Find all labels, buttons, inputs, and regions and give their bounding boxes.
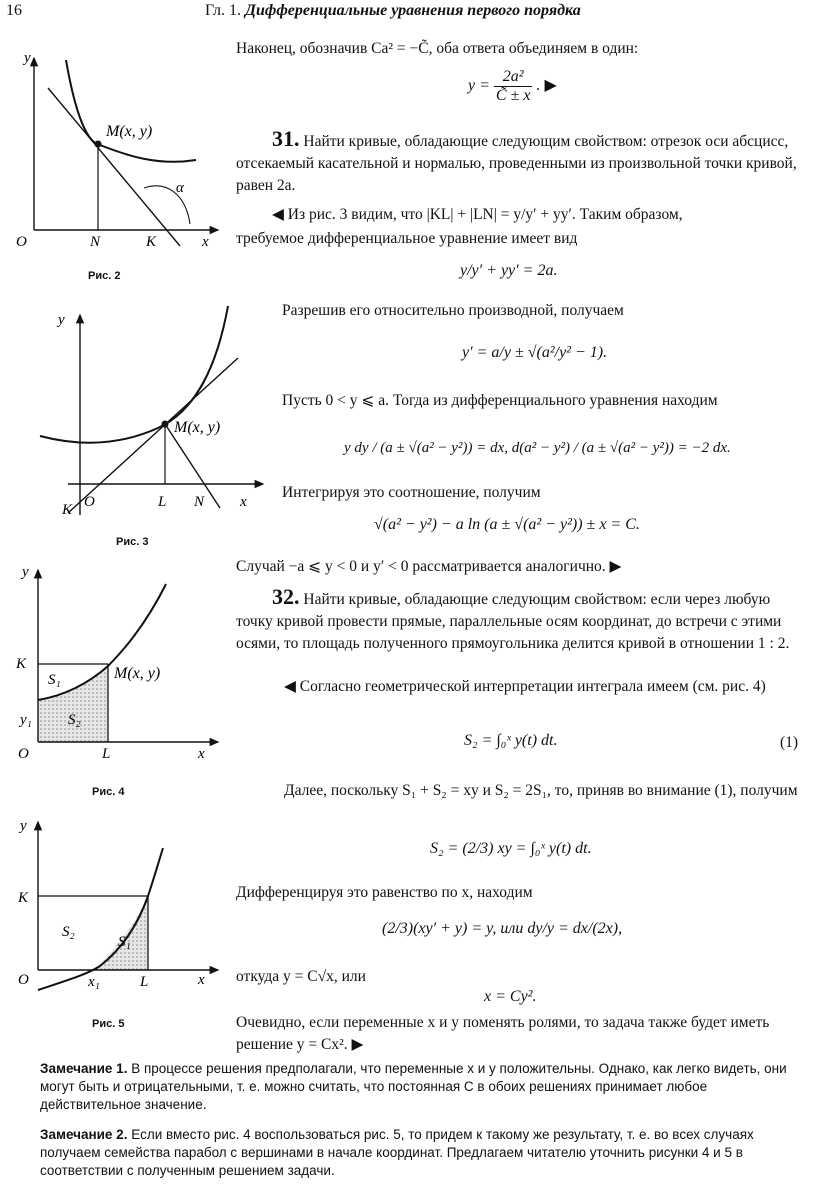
label-l: L: [158, 494, 167, 510]
intro-equation: [468, 68, 557, 105]
problem-31-number: 31.: [272, 126, 300, 151]
problem-32-statement: Найти кривые, обладающие следующим свойством: если через любую точку кривой провести прямые, параллельные осям координат, до встречи с этими осями, то площадь полученного прямоугольника делится кривой в отношении 1 : 2.: [236, 591, 790, 652]
figure-2-caption: Рис. 2: [88, 270, 121, 282]
problem-32: [236, 586, 808, 655]
tangent-line: [48, 88, 180, 246]
label-s1: S₁: [48, 672, 61, 688]
remark-2-label: Замечание 2.: [40, 1127, 128, 1142]
p31-eq3: y dy / (a ± √(a² − y²)) = dx, d(a² − y²) / (a ± √(a² − y²)) = −2 dx.: [344, 440, 731, 456]
label-l: L: [102, 746, 111, 762]
figure-4: [8, 560, 228, 800]
label-s2: S₂: [68, 712, 81, 728]
p31-text3: Пусть 0 < y ⩽ a. Тогда из дифференциального уравнения находим: [282, 392, 718, 409]
label-o: O: [18, 972, 29, 988]
label-o: O: [84, 494, 95, 510]
remark-1-text: В процессе решения предполагали, что переменные x и y положительны. Однако, как легко видеть, они могут быть и отрицательными, т. е. можно считать, что постоянная C в обоих решениях принимает любое действительное значение.: [40, 1061, 787, 1112]
p31-text5: Случай −a ⩽ y < 0 и y′ < 0 рассматривается аналогично. ▶: [236, 558, 622, 575]
remark-1: [40, 1060, 806, 1114]
figure-5: [8, 812, 228, 1042]
label-y: y: [58, 312, 65, 328]
p31-text2: Разрешив его относительно производной, получаем: [282, 302, 624, 319]
p32-text4: откуда y = C√x, или: [236, 968, 366, 985]
curve: [66, 60, 196, 162]
label-k: K: [62, 502, 73, 518]
page-number: 16: [6, 2, 22, 19]
p32-text3: Дифференцируя это равенство по x, находим: [236, 884, 533, 901]
p31-solution-2: требуемое дифференциальное уравнение имеет вид: [236, 230, 578, 247]
figure-3-caption: Рис. 3: [116, 536, 149, 548]
p31-eq1: y/y′ + yy′ = 2a.: [460, 262, 558, 279]
label-m: M(x, y): [106, 123, 153, 140]
chapter-label: Гл. 1.: [205, 2, 242, 19]
label-k: K: [16, 656, 27, 672]
label-k: K: [18, 890, 29, 906]
intro-eq-num: 2a²: [494, 68, 533, 87]
intro-eq-lhs: y =: [468, 77, 490, 95]
intro-eq-end: . ▶: [536, 77, 557, 95]
label-x: x: [198, 972, 205, 988]
remark-2: [40, 1126, 806, 1180]
label-s2: S₂: [62, 924, 75, 940]
p31-text4: Интегрируя это соотношение, получим: [282, 484, 541, 501]
p32-text2: Далее, поскольку S₁ + S₂ = xy и S₂ = 2S₁, то, приняв во внимание (1), получим: [284, 782, 798, 799]
intro-line: Наконец, обозначив Ca² = −C̃, оба ответа объединяем в один:: [236, 40, 639, 57]
running-header: [205, 2, 581, 20]
label-s1: S₁: [118, 934, 131, 950]
label-m: M(x, y): [114, 665, 161, 682]
normal-line: [165, 424, 220, 508]
p32-text5: Очевидно, если переменные x и y поменять ролями, то задача также будет иметь решение y = Cx². ▶: [236, 1014, 770, 1053]
p32-eq2: S₂ = (2/3) xy = ∫₀ˣ y(t) dt.: [430, 840, 592, 857]
problem-32-number: 32.: [272, 584, 300, 609]
label-n: N: [194, 494, 205, 510]
point-m: [162, 421, 169, 428]
point-m: [95, 141, 102, 148]
remark-1-label: Замечание 1.: [40, 1061, 128, 1076]
label-y1: y₁: [20, 712, 32, 728]
label-y: y: [22, 564, 29, 580]
p31-solution-1: ◀ Из рис. 3 видим, что |KL| + |LN| = y/y′ + yy′. Таким образом,: [272, 206, 683, 223]
p31-eq2: y′ = a/y ± √(a²/y² − 1).: [462, 344, 608, 361]
figure-4-caption: Рис. 4: [92, 786, 125, 798]
figure-5-caption: Рис. 5: [92, 1018, 125, 1030]
label-l: L: [140, 974, 149, 990]
p31-eq4: √(a² − y²) − a ln (a ± √(a² − y²)) ± x = C.: [374, 516, 640, 533]
p32-eq1: S₂ = ∫₀ˣ y(t) dt.: [464, 732, 558, 749]
p32-eq4: x = Cy².: [484, 988, 537, 1005]
label-y: y: [20, 818, 27, 834]
label-o: O: [16, 234, 27, 250]
label-x: x: [240, 494, 247, 510]
p32-eq1-tag: (1): [780, 734, 799, 751]
label-alpha: α: [176, 180, 184, 196]
label-x1: x₁: [88, 974, 100, 990]
intro-eq-den: C̃ ± x: [495, 87, 531, 104]
label-k: K: [146, 234, 157, 250]
chapter-title: Дифференциальные уравнения первого порядка: [245, 2, 581, 19]
area-s1: [94, 896, 148, 970]
intro-eq-fraction: [494, 68, 533, 105]
label-x: x: [202, 234, 209, 250]
label-y: y: [24, 50, 31, 66]
label-x: x: [198, 746, 205, 762]
label-m: M(x, y): [174, 419, 221, 436]
figure-2: [8, 48, 223, 288]
problem-31-statement: Найти кривые, обладающие следующим свойством: отрезок оси абсцисс, отсекаемый касательной и нормалью, проведенными из произвольной точки кривой, равен 2a.: [236, 133, 797, 194]
figure-3: [8, 300, 268, 555]
p32-eq3: (2/3)(xy′ + y) = y, или dy/y = dx/(2x),: [382, 920, 623, 937]
label-n: N: [90, 234, 101, 250]
remark-2-text: Если вместо рис. 4 воспользоваться рис. 5, то придем к такому же результату, т. е. во всех случаях получаем семейства парабол с вершинами в начале координат. Предлагаем читателю уточнить рисунки 4 и 5 в соответствии с полученным решением задачи.: [40, 1127, 754, 1178]
p32-solution-1: ◀ Согласно геометрической интерпретации интеграла имеем (см. рис. 4): [284, 678, 766, 695]
label-o: O: [18, 746, 29, 762]
problem-31: [236, 128, 808, 197]
